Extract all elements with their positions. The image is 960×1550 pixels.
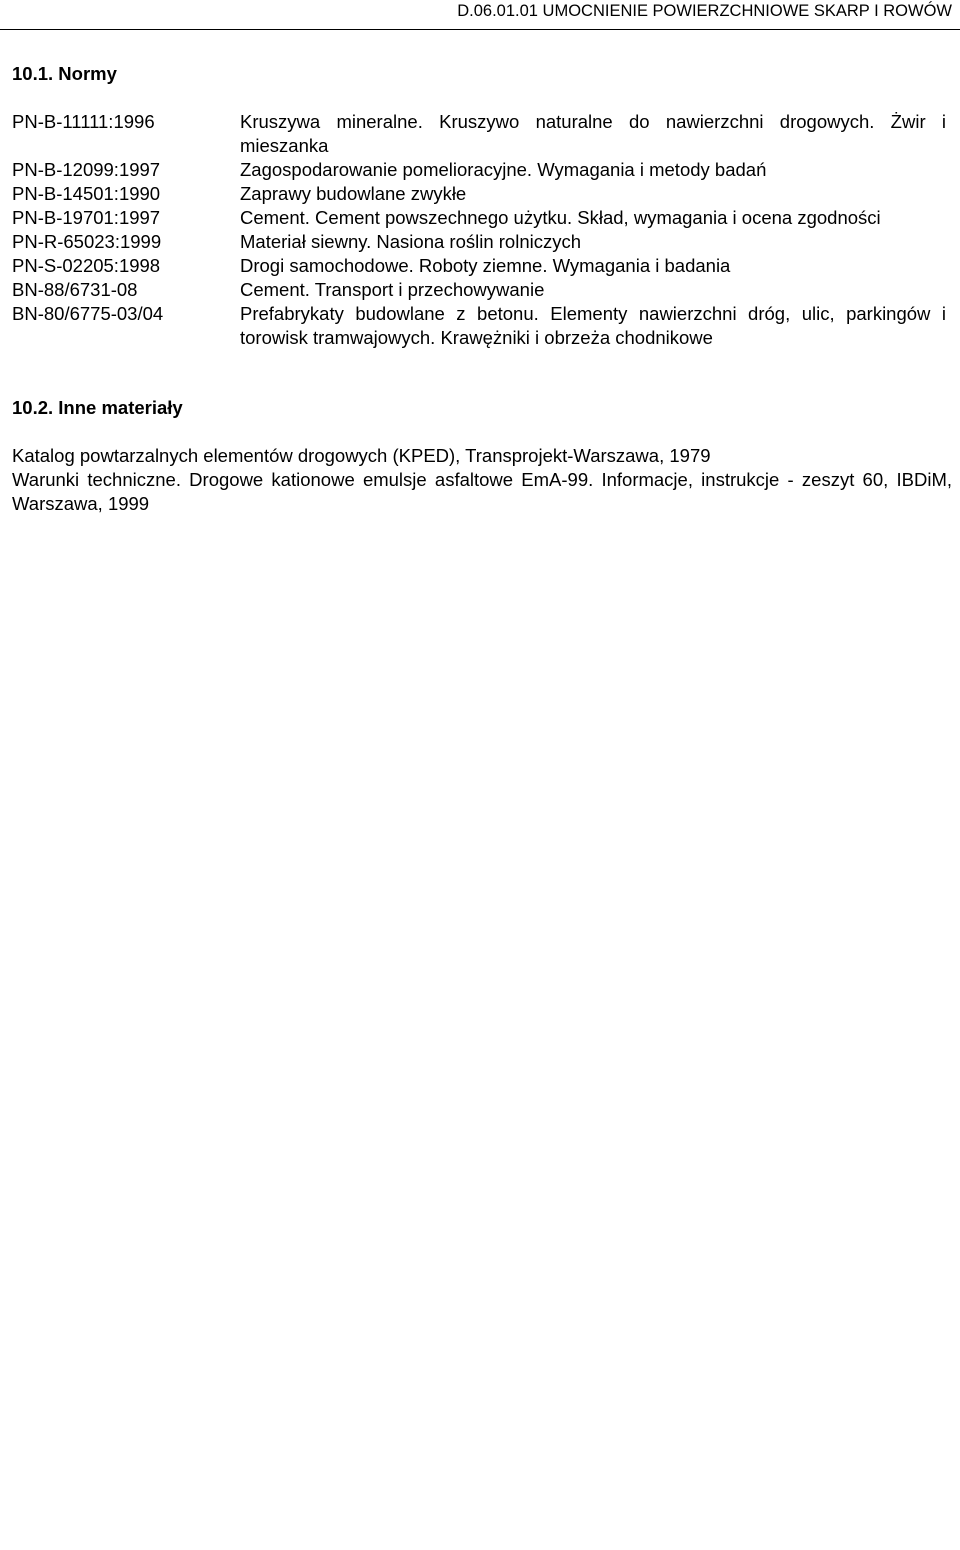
norm-row (12, 182, 946, 206)
section-heading-norms: 10.1. Normy (12, 63, 117, 84)
norm-description: Cement. Cement powszechnego użytku. Skład, wymagania i ocena zgodności (240, 207, 881, 228)
norm-row (12, 278, 946, 302)
norm-description: Kruszywa mineralne. Kruszywo naturalne do nawierzchni drogowych. Żwir i mieszanka (240, 111, 946, 156)
norm-row (12, 302, 946, 350)
norm-row (12, 206, 946, 230)
norm-row (12, 230, 946, 254)
norm-description: Zagospodarowanie pomelioracyjne. Wymagania i metody badań (240, 159, 767, 180)
norm-code: PN-B-19701:1997 (12, 207, 161, 228)
norm-code: PN-B-14501:1990 (12, 183, 161, 204)
section-heading-other-materials: 10.2. Inne materiały (12, 397, 183, 418)
norm-description: Zaprawy budowlane zwykłe (240, 183, 467, 204)
norm-description: Cement. Transport i przechowywanie (240, 279, 545, 300)
materials-list (12, 444, 952, 516)
norm-code: PN-R-65023:1999 (12, 231, 162, 252)
material-item: Warunki techniczne. Drogowe kationowe emulsje asfaltowe EmA-99. Informacje, instrukcje - zeszyt 60, IBDiM, Warszawa, 1999 (12, 469, 952, 514)
norm-code: PN-B-11111:1996 (12, 111, 155, 132)
norm-code: BN-88/6731-08 (12, 279, 138, 300)
norm-description: Drogi samochodowe. Roboty ziemne. Wymagania i badania (240, 255, 731, 276)
material-item: Katalog powtarzalnych elementów drogowych (KPED), Transprojekt-Warszawa, 1979 (12, 445, 711, 466)
norm-row (12, 254, 946, 278)
norm-row (12, 110, 946, 158)
norm-description: Materiał siewny. Nasiona roślin rolniczych (240, 231, 582, 252)
norm-row (12, 158, 946, 182)
norm-code: BN-80/6775-03/04 (12, 303, 164, 324)
norm-code: PN-S-02205:1998 (12, 255, 161, 276)
norm-code: PN-B-12099:1997 (12, 159, 161, 180)
norms-list (12, 110, 946, 350)
document-title: D.06.01.01 UMOCNIENIE POWIERZCHNIOWE SKARP I ROWÓW (457, 2, 952, 20)
page-header (0, 0, 960, 30)
norm-description: Prefabrykaty budowlane z betonu. Elementy nawierzchni dróg, ulic, parkingów i torowisk tramwajowych. Krawężniki i obrzeża chodnikowe (240, 303, 946, 348)
